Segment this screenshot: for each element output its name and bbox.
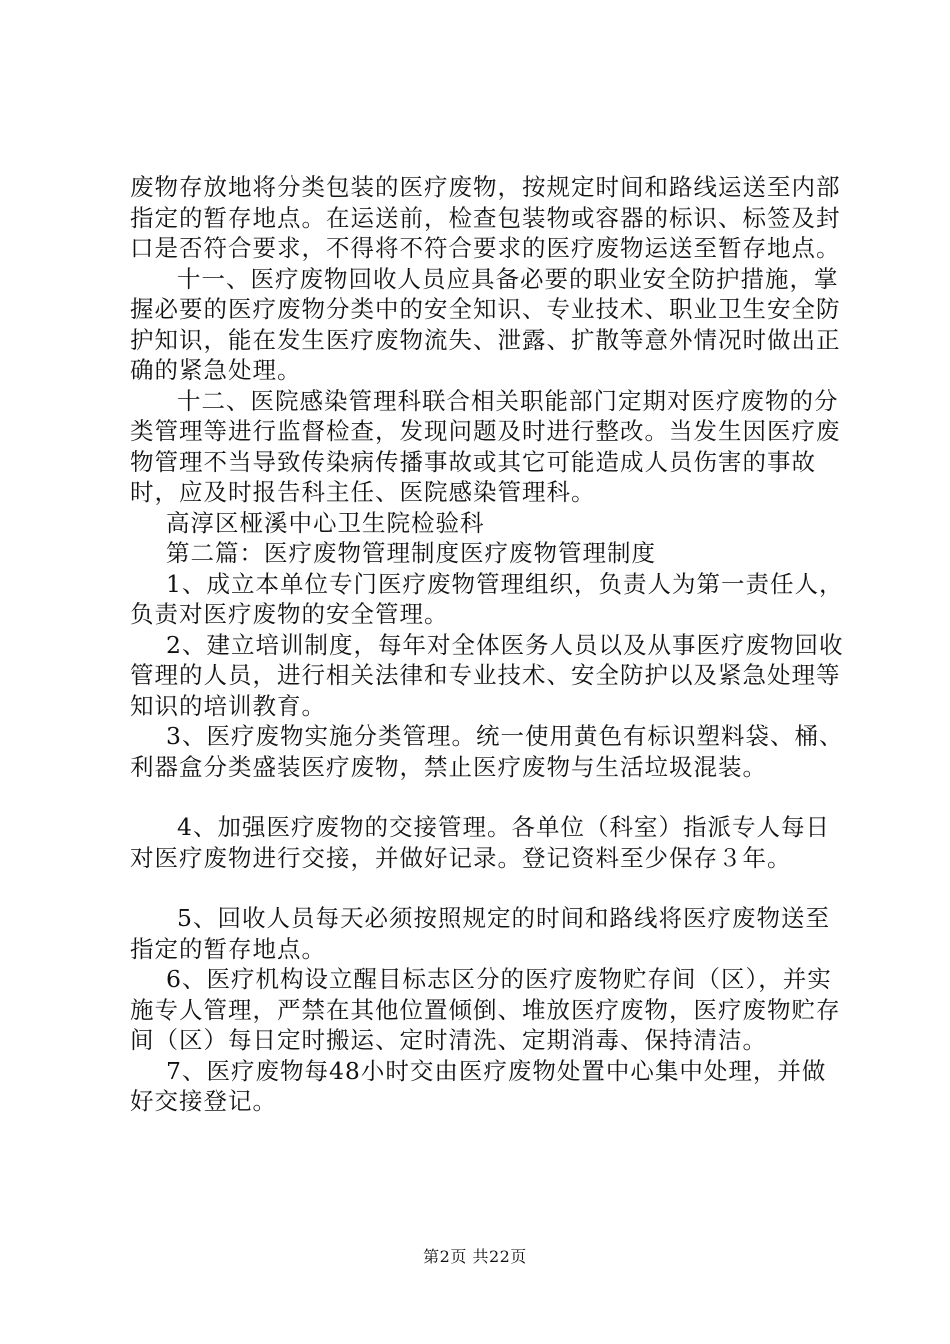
rule-item-1: 1、成立本单位专门医疗废物管理组织，负责人为第一责任人，负责对医疗废物的安全管理。 (130, 569, 844, 628)
rule-item-6: 6、医疗机构设立醒目标志区分的医疗废物贮存间（区），并实施专人管理，严禁在其他位置倾倒、堆放医疗废物，医疗废物贮存间（区）每日定时搬运、定时清洗、定期消毒、保持清洁。 (130, 965, 841, 1054)
section-heading: 第二篇：医疗废物管理制度医疗废物管理制度 (166, 539, 656, 567)
paragraph-item-12: 十二、医院感染管理科联合相关职能部门定期对医疗废物的分类管理等进行监督检查，发现问题及时进行整改。当发生因医疗废物管理不当导致传染病传播事故或其它可能造成人员伤害的事故时，应及时报告科主任、医院感染管理科。 (130, 386, 841, 506)
paragraph-item-11: 十一、医疗废物回收人员应具备必要的职业安全防护措施，掌握必要的医疗废物分类中的安全知识、专业技术、职业卫生安全防护知识，能在发生医疗废物流失、泄露、扩散等意外情况时做出正确的紧急处理。 (130, 264, 841, 384)
department-signature: 高淳区桠溪中心卫生院检验科 (166, 508, 485, 537)
paragraph-continuation: 废物存放地将分类包装的医疗废物，按规定时间和路线运送至内部指定的暂存地点。在运送前，检查包装物或容器的标识、标签及封口是否符合要求，不得将不符合要求的医疗废物运送至暂存地点。 (130, 173, 841, 262)
page-footer: 第2页 共22页 (423, 1247, 527, 1266)
rule-item-2: 2、建立培训制度，每年对全体医务人员以及从事医疗废物回收管理的人员，进行相关法律和专业技术、安全防护以及紧急处理等知识的培训教育。 (130, 630, 844, 720)
rule-item-3: 3、医疗废物实施分类管理。统一使用黄色有标识塑料袋、桶、利器盒分类盛装医疗废物，禁止医疗废物与生活垃圾混装。 (130, 722, 844, 781)
rule-item-4: 4、加强医疗废物的交接管理。各单位（科室）指派专人每日对医疗废物进行交接，并做好记录。登记资料至少保存３年。 (130, 813, 830, 872)
rule-item-5: 5、回收人员每天必须按照规定的时间和路线将医疗废物送至指定的暂存地点。 (130, 904, 830, 963)
rule-item-7: 7、医疗废物每48小时交由医疗废物处置中心集中处理，并做好交接登记。 (130, 1056, 827, 1115)
document-body (130, 172, 850, 1117)
